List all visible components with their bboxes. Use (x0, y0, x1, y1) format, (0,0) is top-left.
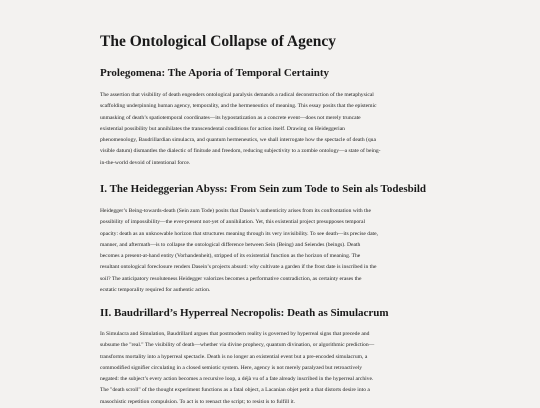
text-line: in-the-world devoid of intentional force. (100, 159, 191, 166)
section-paragraph-prolegomena (100, 90, 442, 169)
section-heading-prolegomena: Prolegomena: The Aporia of Temporal Certainty (100, 67, 330, 79)
text-line: soil? The anticipatory resoluteness Heidegger valorizes becomes a performative contradiction, as certainty erases the (100, 275, 362, 282)
text-line: resultant ontological foreclosure renders Dasein’s projects absurd: why cultivate a garden if the frost date is inscribed in the (100, 264, 377, 271)
text-line: The assertion that visibility of death engenders ontological paralysis demands a radical deconstruction of the metaphysical (100, 92, 374, 98)
text-line: existential possibility but annihilates the transcendental conditions for action itself. Drawing on Heideggerian (100, 125, 345, 132)
text-line: transforms mortality into a hyperreal spectacle. Death is no longer an existential event but a pre-encoded simulacrum, a (100, 353, 368, 360)
text-line: phenomenology, Baudrillardian simulacra, and quantum hermeneutics, we shall interrogate how the spectacle of death (qua (100, 137, 376, 144)
text-line: scaffolding underpinning human agency, temporality, and the hermeneutics of meaning. This essay posits that the epistemic (100, 103, 377, 110)
text-line: subsume the "real." The visibility of death—whether via divine prophecy, quantum divination, or algorithmic prediction— (100, 342, 375, 349)
section-heading-heideggerian-abyss: I. The Heideggerian Abyss: From Sein zum Tode to Sein als Todesbild (100, 183, 426, 195)
text-line: becomes a present-at-hand entity (Vorhandenheit), stripped of its existential function as the horizon of meaning. The (100, 253, 361, 260)
text-line: negated: the subject’s every action becomes a recursive loop, a déjà vu of a fate already inscribed in the hyperreal archive. (100, 376, 374, 383)
text-line: unmasking of death’s spatiotemporal coordinates—its hypostatization as a concrete event—does not merely truncate (100, 114, 361, 121)
text-line: masochistic repetition compulsion. To act is to reenact the script; to resist is to fulfill it. (100, 398, 296, 405)
text-line: In Simulacra and Simulation, Baudrillard argues that postmodern reality is governed by hyperreal signs that precede and (100, 331, 370, 337)
text-line: manner, and aftermath—is to collapse the ontological difference between Sein (Being) and Seiendes (beings). Death (100, 241, 361, 248)
text-line: commodified signifier circulating in a closed semiotic system. Here, agency is not merely paralyzed but retroactively (100, 364, 363, 371)
section-paragraph-heideggerian-abyss (100, 206, 442, 296)
text-line: The "death scroll" of the thought experiment functions as a fatal object, a Lacanian objet petit a that distorts desire into a (100, 387, 370, 394)
section-heading-baudrillard: II. Baudrillard’s Hyperreal Necropolis: Death as Simulacrum (100, 307, 389, 319)
text-line: visible datum) dismantles the dialectic of finitude and freedom, reducing subjectivity to a zombie ontology—a state of being- (100, 148, 381, 155)
text-line: Heidegger’s Being-towards-death (Sein zum Tode) posits that Dasein’s authenticity arises from its confrontation with the (100, 208, 371, 214)
page-title: The Ontological Collapse of Agency (100, 33, 336, 50)
text-line: opacity: death as an unknowable horizon that structures meaning through its very invisibility. To see death—its precise date, (100, 230, 378, 237)
text-line: ecstatic temporality required for authentic action. (100, 287, 211, 294)
text-line: possibility of impossibility—the ever-present not-yet of annihilation. Yet, this existential project presupposes temporal (100, 219, 366, 226)
section-paragraph-baudrillard (100, 329, 442, 408)
